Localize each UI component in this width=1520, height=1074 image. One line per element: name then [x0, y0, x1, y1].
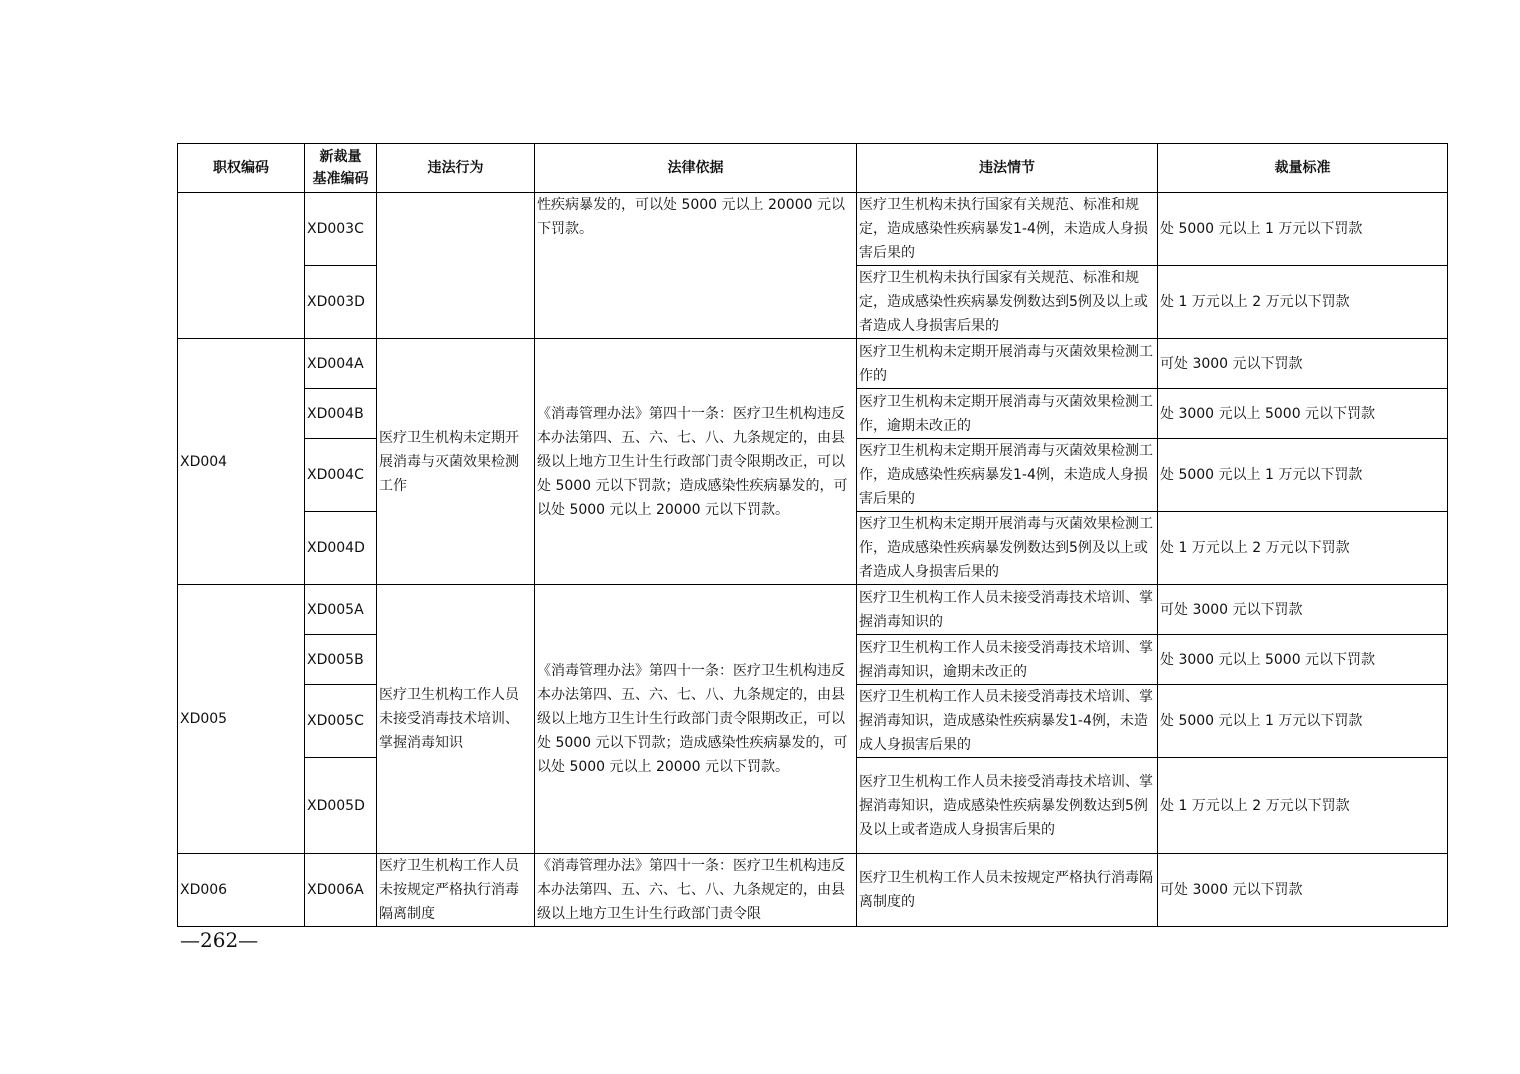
table-row	[178, 854, 1448, 927]
legal-basis-cell: 《消毒管理办法》第四十一条：医疗卫生机构违反本办法第四、五、六、七、八、九条规定的，由县级以上地方卫生计生行政部门责令限期改正，可以处 5000 元以下罚款；造成感染性疾病暴发的，可以处 5000 元以上 20000 元以下罚款。	[535, 585, 857, 854]
circumstance-cell: 医疗卫生机构工作人员未接受消毒技术培训、掌握消毒知识，造成感染性疾病暴发例数达到5例及以上或者造成人身损害后果的	[857, 758, 1158, 854]
standard-cell: 处 3000 元以上 5000 元以下罚款	[1158, 635, 1448, 685]
table-row	[178, 585, 1448, 635]
authority-code-cell: XD004	[178, 339, 305, 585]
standard-cell: 处 1 万元以上 2 万元以下罚款	[1158, 266, 1448, 339]
circumstance-cell: 医疗卫生机构工作人员未接受消毒技术培训、掌握消毒知识的	[857, 585, 1158, 635]
new-code-cell: XD004B	[305, 389, 377, 439]
new-code-cell: XD004C	[305, 439, 377, 512]
standard-cell: 处 1 万元以上 2 万元以下罚款	[1158, 758, 1448, 854]
header-circumstance: 违法情节	[857, 144, 1158, 193]
legal-basis-cell: 《消毒管理办法》第四十一条：医疗卫生机构违反本办法第四、五、六、七、八、九条规定的，由县级以上地方卫生计生行政部门责令限期改正，可以处 5000 元以下罚款；造成感染性疾病暴发的，可以处 5000 元以上 20000 元以下罚款。	[535, 339, 857, 585]
violation-cell	[377, 193, 535, 339]
new-code-cell: XD003D	[305, 266, 377, 339]
header-authority-code: 职权编码	[178, 144, 305, 193]
violation-cell: 医疗卫生机构工作人员未按规定严格执行消毒隔离制度	[377, 854, 535, 927]
header-row	[178, 144, 1448, 193]
circumstance-cell: 医疗卫生机构未执行国家有关规范、标准和规定，造成感染性疾病暴发1-4例，未造成人身损害后果的	[857, 193, 1158, 266]
new-code-cell: XD006A	[305, 854, 377, 927]
authority-code-cell	[178, 193, 305, 339]
circumstance-cell: 医疗卫生机构未定期开展消毒与灭菌效果检测工作，逾期未改正的	[857, 389, 1158, 439]
legal-basis-cell: 《消毒管理办法》第四十一条：医疗卫生机构违反本办法第四、五、六、七、八、九条规定的，由县级以上地方卫生计生行政部门责令限	[535, 854, 857, 927]
standard-cell: 可处 3000 元以下罚款	[1158, 339, 1448, 389]
standard-cell: 处 5000 元以上 1 万元以下罚款	[1158, 685, 1448, 758]
standard-cell: 可处 3000 元以下罚款	[1158, 585, 1448, 635]
standard-cell: 处 5000 元以上 1 万元以下罚款	[1158, 193, 1448, 266]
legal-basis-cell: 性疾病暴发的，可以处 5000 元以上 20000 元以下罚款。	[535, 193, 857, 339]
new-code-cell: XD005B	[305, 635, 377, 685]
table-row	[178, 339, 1448, 389]
header-violation: 违法行为	[377, 144, 535, 193]
header-standard: 裁量标准	[1158, 144, 1448, 193]
circumstance-cell: 医疗卫生机构未定期开展消毒与灭菌效果检测工作，造成感染性疾病暴发1-4例，未造成人身损害后果的	[857, 439, 1158, 512]
standard-cell: 可处 3000 元以下罚款	[1158, 854, 1448, 927]
new-code-cell: XD005D	[305, 758, 377, 854]
new-code-cell: XD005C	[305, 685, 377, 758]
new-code-cell: XD004A	[305, 339, 377, 389]
standard-cell: 处 1 万元以上 2 万元以下罚款	[1158, 512, 1448, 585]
standard-cell: 处 3000 元以上 5000 元以下罚款	[1158, 389, 1448, 439]
circumstance-cell: 医疗卫生机构未定期开展消毒与灭菌效果检测工作的	[857, 339, 1158, 389]
violation-cell: 医疗卫生机构未定期开展消毒与灭菌效果检测工作	[377, 339, 535, 585]
header-legal-basis: 法律依据	[535, 144, 857, 193]
new-code-cell: XD005A	[305, 585, 377, 635]
circumstance-cell: 医疗卫生机构未定期开展消毒与灭菌效果检测工作，造成感染性疾病暴发例数达到5例及以上或者造成人身损害后果的	[857, 512, 1158, 585]
authority-code-cell: XD005	[178, 585, 305, 854]
authority-code-cell: XD006	[178, 854, 305, 927]
violation-cell: 医疗卫生机构工作人员未接受消毒技术培训、掌握消毒知识	[377, 585, 535, 854]
page-number: —262—	[180, 928, 259, 952]
circumstance-cell: 医疗卫生机构未执行国家有关规范、标准和规定，造成感染性疾病暴发例数达到5例及以上或者造成人身损害后果的	[857, 266, 1158, 339]
table-row	[178, 193, 1448, 266]
new-code-cell: XD003C	[305, 193, 377, 266]
header-new-code: 新裁量 基准编码	[305, 144, 377, 193]
penalty-standard-table	[177, 143, 1448, 927]
new-code-cell: XD004D	[305, 512, 377, 585]
circumstance-cell: 医疗卫生机构工作人员未接受消毒技术培训、掌握消毒知识，造成感染性疾病暴发1-4例，未造成人身损害后果的	[857, 685, 1158, 758]
circumstance-cell: 医疗卫生机构工作人员未接受消毒技术培训、掌握消毒知识，逾期未改正的	[857, 635, 1158, 685]
circumstance-cell: 医疗卫生机构工作人员未按规定严格执行消毒隔离制度的	[857, 854, 1158, 927]
standard-cell: 处 5000 元以上 1 万元以下罚款	[1158, 439, 1448, 512]
